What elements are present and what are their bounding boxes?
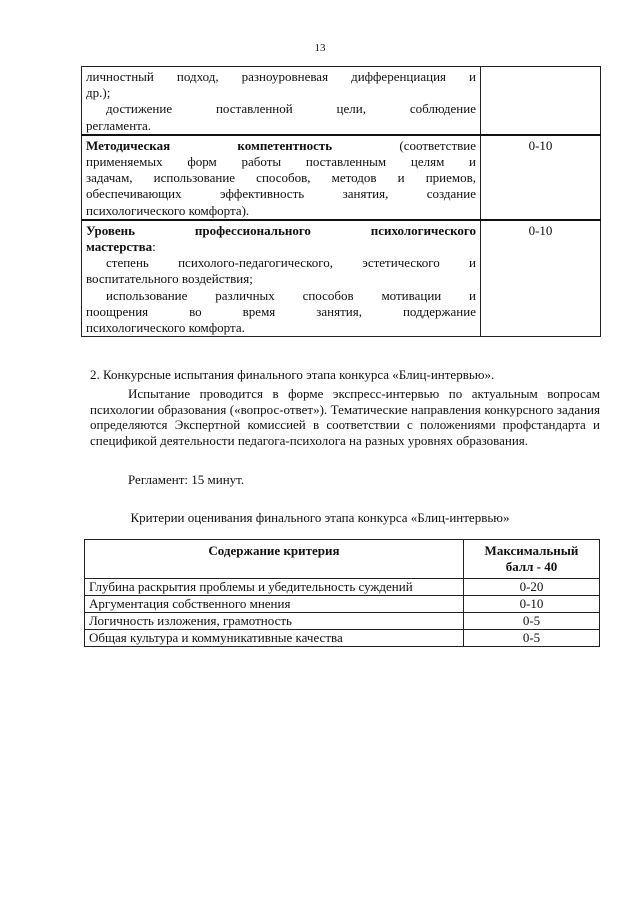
criterion-text: Аргументация собственного мнения (85, 596, 464, 613)
criterion-line: обеспечивающих эффективность занятия, создание (86, 186, 476, 202)
criterion-text: Глубина раскрытия проблемы и убедительность суждений (85, 579, 464, 596)
criterion-text: (соответствие (399, 137, 477, 153)
criterion-line: использование различных способов мотивации и (106, 287, 476, 303)
criterion-cell (82, 67, 481, 135)
score-cell: 0-20 (464, 579, 600, 596)
table-row (82, 67, 601, 135)
criterion-title: Методическая компетентность (86, 137, 333, 153)
table-row (85, 579, 600, 596)
criterion-line: применяемых форм работы поставленным целям и (86, 154, 476, 170)
score-cell: 0-10 (481, 135, 601, 220)
criteria-table-continued (81, 66, 601, 337)
header-content: Содержание критерия (85, 540, 464, 579)
criterion-cell (82, 220, 481, 337)
score-cell (481, 67, 601, 135)
header-max-line: балл - 40 (505, 559, 558, 574)
criterion-line: воспитательного воздействия; (86, 271, 253, 287)
criterion-line (86, 138, 476, 154)
criterion-text: : (152, 239, 156, 255)
criterion-line: степень психолого-педагогического, эстетического и (106, 255, 476, 271)
header-max-line: Максимальный (484, 543, 579, 558)
table-header-row (85, 540, 600, 579)
criterion-line: регламента. (86, 117, 152, 133)
criterion-title: мастерства (86, 239, 153, 255)
criterion-line: личностный подход, разноуровневая дифференциация и (86, 69, 476, 84)
criterion-cell (82, 135, 481, 220)
section-body (90, 386, 600, 448)
criterion-line (86, 223, 476, 239)
final-criteria-table (84, 539, 600, 647)
score-cell: 0-5 (464, 613, 600, 630)
section-title: 2. Конкурсные испытания финального этапа конкурса «Блиц-интервью». (90, 367, 495, 382)
criterion-line: поощрения во время занятия, поддержание (86, 303, 476, 319)
table-row (85, 613, 600, 630)
section-paragraph: Испытание проводится в форме экспресс-интервью по актуальным вопросам психологии образования («вопрос-ответ»). Тематические направления конкурсного задания определяются Экспертной комиссией в соответствии с положениями профстандарта и спецификой деятельности педагога-психолога на разных уровнях образования. (90, 386, 600, 448)
table-row (82, 135, 601, 220)
page-number: 13 (314, 42, 326, 54)
table-row (85, 630, 600, 647)
table-row (85, 596, 600, 613)
criteria-title: Критерии оценивания финального этапа конкурса «Блиц-интервью» (130, 510, 510, 525)
criterion-line: психологического комфорта. (86, 320, 245, 336)
criterion-text: Логичность изложения, грамотность (85, 613, 464, 630)
criterion-text: Общая культура и коммуникативные качества (85, 630, 464, 647)
criterion-line (86, 239, 476, 255)
table-row (82, 220, 601, 337)
criterion-line: задачам, использование способов, методов и приемов, (86, 170, 476, 186)
score-cell: 0-10 (464, 596, 600, 613)
criterion-line: психологического комфорта). (86, 202, 250, 218)
criterion-title: Уровень профессионального психологического (86, 222, 476, 238)
reglament-text: Регламент: 15 минут. (128, 472, 245, 487)
header-max (464, 540, 600, 579)
score-cell: 0-5 (464, 630, 600, 647)
score-cell: 0-10 (481, 220, 601, 337)
criterion-line: др.); (86, 85, 111, 101)
criterion-line: достижение поставленной цели, соблюдение (106, 101, 476, 117)
